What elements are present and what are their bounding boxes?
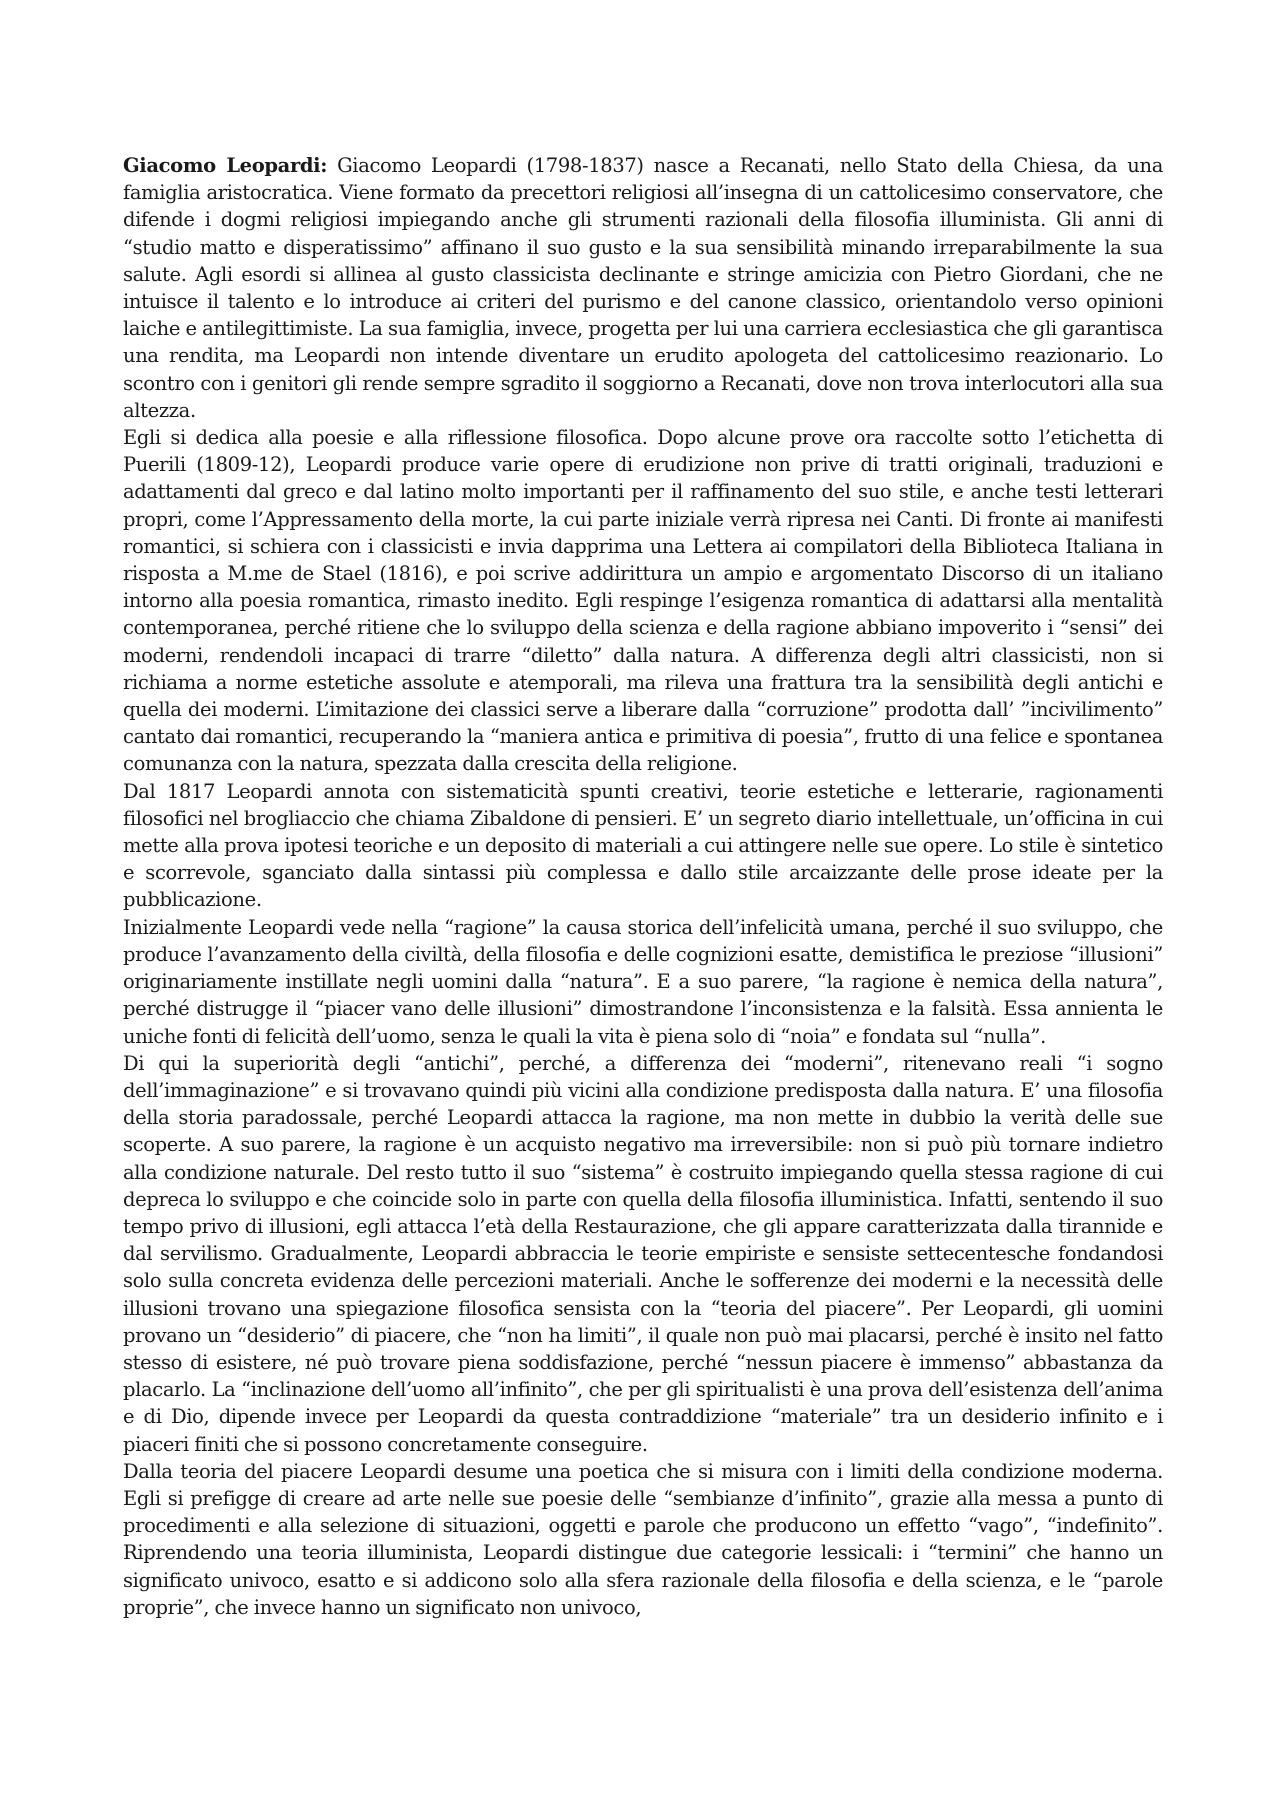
paragraph: Dalla teoria del piacere Leopardi desume una poetica che si misura con i limiti della condizione moderna. Egli si prefigge di creare ad arte nelle sue poesie delle “sembianze d’infinito”, grazie alla messa a punto di procedimenti e alla selezione di situazioni, oggetti e parole che producono un effetto “vago”, “indefinito”. Riprendendo una teoria illuminista, Leopardi distingue due categorie lessicali: i “termini” che hanno un significato univoco, esatto e si addicono solo alla sfera razionale della filosofia e della scienza, e le “parole proprie”, che invece hanno un significato non univoco, [123, 1459, 1163, 1619]
paragraph: Egli si dedica alla poesie e alla riflessione filosofica. Dopo alcune prove ora raccolte sotto l’etichetta di Puerili (1809-12), Leopardi produce varie opere di erudizione non prive di tratti originali, traduzioni e adattamenti dal greco e dal latino molto importanti per il raffinamento del suo stile, e anche testi letterari propri, come l’Appressamento della morte, la cui parte iniziale verrà ripresa nei Canti. Di fronte ai manifesti romantici, si schiera con i classicisti e invia dapprima una Lettera ai compilatori della Biblioteca Italiana in risposta a M.me de Stael (1816), e poi scrive addirittura un ampio e argomentato Discorso di un italiano intorno alla poesia romantica, rimasto inedito. Egli respinge l’esigenza romantica di adattarsi alla mentalità contemporanea, perché ritiene che lo sviluppo della scienza e della ragione abbiano impoverito i “sensi” dei moderni, rendendoli incapaci di trarre “diletto” dalla natura. A differenza degli altri classicisti, non si richiama a norme estetiche assolute e atemporali, ma rileva una frattura tra la sensibilità degli antichi e quella dei moderni. L’imitazione dei classici serve a liberare dalla “corruzione” prodotta dall’ ”incivilimento” cantato dai romantici, recuperando la “maniera antica e primitiva di poesia”, frutto di una felice e spontanea comunanza con la natura, spezzata dalla crescita della religione. [123, 426, 1163, 776]
paragraph: Dal 1817 Leopardi annota con sistematicità spunti creativi, teorie estetiche e letterarie, ragionamenti filosofici nel brogliaccio che chiama Zibaldone di pensieri. E’ un segreto diario intellettuale, un’officina in cui mette alla prova ipotesi teoriche e un deposito di materiali a cui attingere nelle sue opere. Lo stile è sintetico e scorrevole, sganciato dalla sintassi più complessa e dallo stile arcaizzante delle prose ideate per la pubblicazione. [123, 779, 1163, 912]
paragraph-text: Giacomo Leopardi (1798-1837) nasce a Recanati, nello Stato della Chiesa, da una famiglia aristocratica. Viene formato da precettori religiosi all’insegna di un cattolicesimo conservatore, che difende i dogmi religiosi impiegando anche gli strumenti razionali della filosofia illuminista. Gli anni di “studio matto e disperatissimo” affinano il suo gusto e la sua sensibilità minando irreparabilmente la sua salute. Agli esordi si allinea al gusto classicista declinante e stringe amicizia con Pietro Giordani, che ne intuisce il talento e lo introduce ai criteri del purismo e del canone classico, orientandolo verso opinioni laiche e antilegittimiste. La sua famiglia, invece, progetta per lui una carriera ecclesiastica che gli garantisca una rendita, ma Leopardi non intende diventare un erudito apologeta del cattolicesimo reazionario. Lo scontro con i genitori gli rende sempre sgradito il soggiorno a Recanati, dove non trova interlocutori alla sua altezza. [123, 154, 1163, 422]
paragraph: Di qui la superiorità degli “antichi”, perché, a differenza dei “moderni”, ritenevano reali “i sogno dell’immaginazione” e si trovavano quindi più vicini alla condizione predisposta dalla natura. E’ una filosofia della storia paradossale, perché Leopardi attacca la ragione, ma non mette in dubbio la verità delle sue scoperte. A suo parere, la ragione è un acquisto negativo ma irreversibile: non si può più tornare indietro alla condizione naturale. Del resto tutto il suo “sistema” è costruito impiegando quella stessa ragione di cui depreca lo sviluppo e che coincide solo in parte con quella della filosofia illuministica. Infatti, sentendo il suo tempo privo di illusioni, egli attacca l’età della Restaurazione, che gli appare caratterizzata dalla tirannide e dal servilismo. Gradualmente, Leopardi abbraccia le teorie empiriste e sensiste settecentesche fondandosi solo sulla concreta evidenza delle percezioni materiali. Anche le sofferenze dei moderni e la necessità delle illusioni trovano una spiegazione filosofica sensista con la “teoria del piacere”. Per Leopardi, gli uomini provano un “desiderio” di piacere, che “non ha limiti”, il quale non può mai placarsi, perché è insito nel fatto stesso di esistere, né può trovare piena soddisfazione, perché “nessun piacere è immenso” abbastanza da placarlo. La “inclinazione dell’uomo all’infinito”, che per gli spiritualisti è una prova dell’esistenza dell’anima e di Dio, dipende invece per Leopardi da questa contraddizione “materiale” tra un desiderio infinito e i piaceri finiti che si possono concretamente conseguire. [123, 1051, 1163, 1456]
document-title: Giacomo Leopardi: [123, 154, 328, 177]
paragraph-intro [123, 152, 1163, 424]
document-body [123, 152, 1163, 1621]
paragraph: Inizialmente Leopardi vede nella “ragione” la causa storica dell’infelicità umana, perché il suo sviluppo, che produce l’avanzamento della civiltà, della filosofia e delle cognizioni esatte, demistifica le preziose “illusioni” originariamente instillate negli uomini dalla “natura”. E a suo parere, “la ragione è nemica della natura”, perché distrugge il “piacer vano delle illusioni” dimostrandone l’inconsistenza e la falsità. Essa annienta le uniche fonti di felicità dell’uomo, senza le quali la vita è piena solo di “noia” e fondata sul “nulla”. [123, 915, 1163, 1048]
